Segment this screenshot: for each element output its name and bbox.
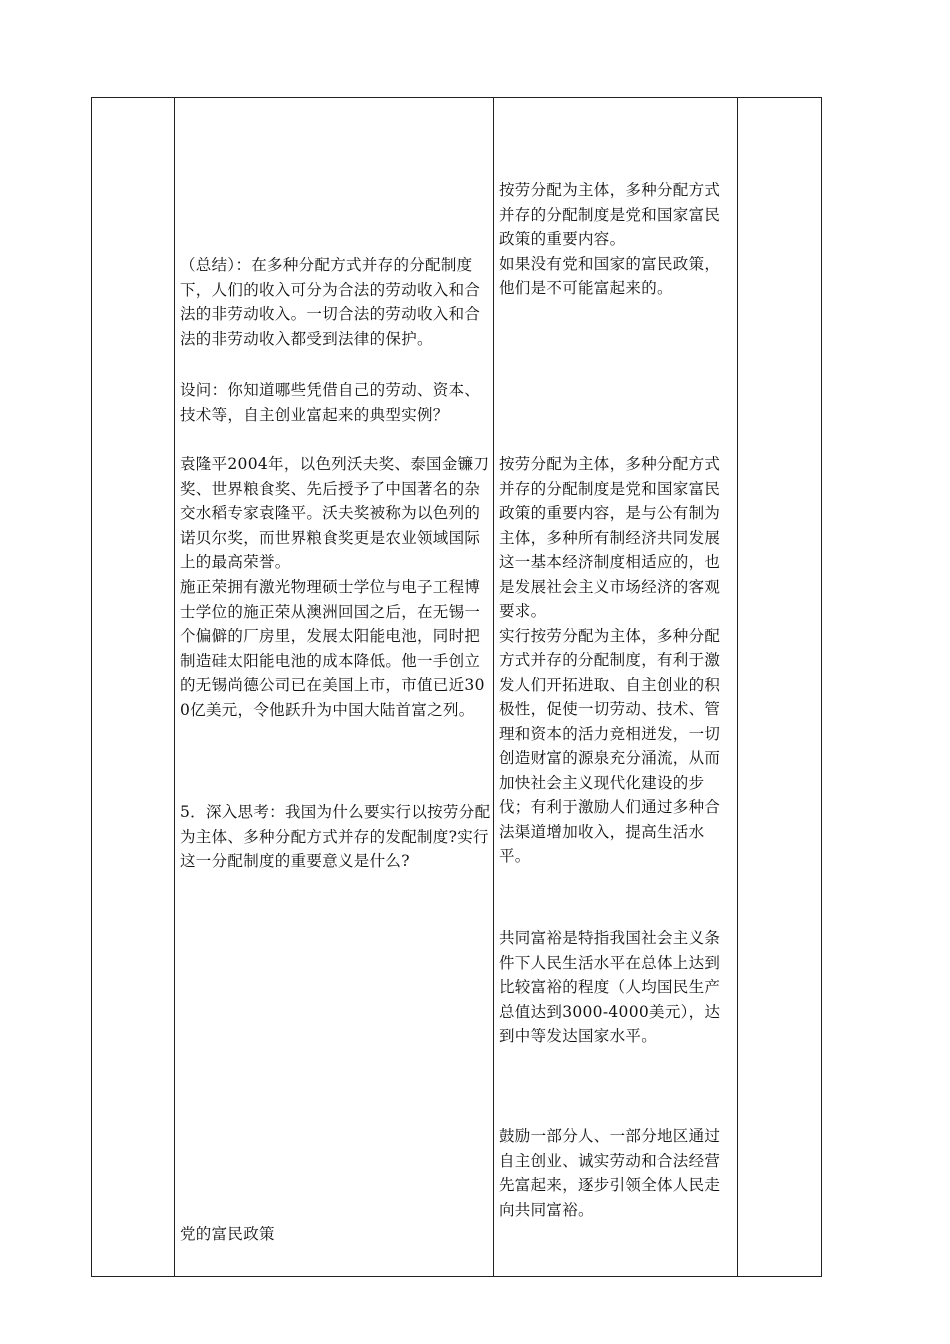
summary-paragraph: （总结）：在多种分配方式并存的分配制度下，人们的收入可分为合法的劳动收入和合法的非劳动收入。一切合法的劳动收入和合法的非劳动收入都受到法律的保护。 [180, 256, 481, 348]
column-divider-2 [493, 98, 494, 1276]
policy-point-2: 按劳分配为主体，多种分配方式并存的分配制度是党和国家富民政策的重要内容，是与公有制为主体，多种所有制经济共同发展这一基本经济制度相适应的，也是发展社会主义市场经济的客观要求。 实行按劳分配为主体，多种分配方式并存的分配制度，有利于激发人们开拓进取、自主创业的积极性，促使一切劳动、技术、管理和资本的活力竞相迸发，一切创造财富的源泉充分涌流，从而加快社会主义现代化建设的步伐；有利于激励人们通过多种合法渠道增加收入，提高生活水平。 [499, 455, 721, 865]
example-shi-zhengrong: 施正荣拥有激光物理硕士学位与电子工程博士学位的施正荣从澳洲回国之后，在无锡一个偏僻的厂房里，发展太阳能电池，同时把制造硅太阳能电池的成本降低。他一手创立的无锡尚德公司已在美国上市，市值已近300亿美元，令他跃升为中国大陆首富之列。 [180, 578, 485, 719]
example-yuan-longping: 袁隆平2004年，以色列沃夫奖、泰国金镰刀奖、世界粮食奖、先后授予了中国著名的杂交水稻专家袁隆平。沃夫奖被称为以色列的诺贝尔奖，而世界粮食奖更是农业领域国际上的最高荣誉。 [180, 455, 490, 571]
policy-point-1: 按劳分配为主体，多种分配方式并存的分配制度是党和国家富民政策的重要内容。 如果没有党和国家的富民政策，他们是不可能富起来的。 [499, 181, 721, 297]
section-title: 党的富民政策 [180, 1225, 275, 1243]
question-paragraph: 设问：你知道哪些凭借自己的劳动、资本、技术等，自主创业富起来的典型实例？ [180, 381, 481, 424]
encourage-paragraph: 鼓励一部分人、一部分地区通过自主创业、诚实劳动和合法经营先富起来，逐步引领全体人民走向共同富裕。 [499, 1127, 721, 1219]
column-divider-1 [174, 98, 175, 1276]
deep-thinking-question: 5．深入思考：我国为什么要实行以按劳分配为主体、多种分配方式并存的发配制度?实行这一分配制度的重要意义是什么? [180, 803, 491, 870]
common-prosperity-definition: 共同富裕是特指我国社会主义条件下人民生活水平在总体上达到比较富裕的程度（人均国民生产总值达到3000-4000美元），达到中等发达国家水平。 [499, 929, 721, 1045]
column-divider-3 [737, 98, 738, 1276]
